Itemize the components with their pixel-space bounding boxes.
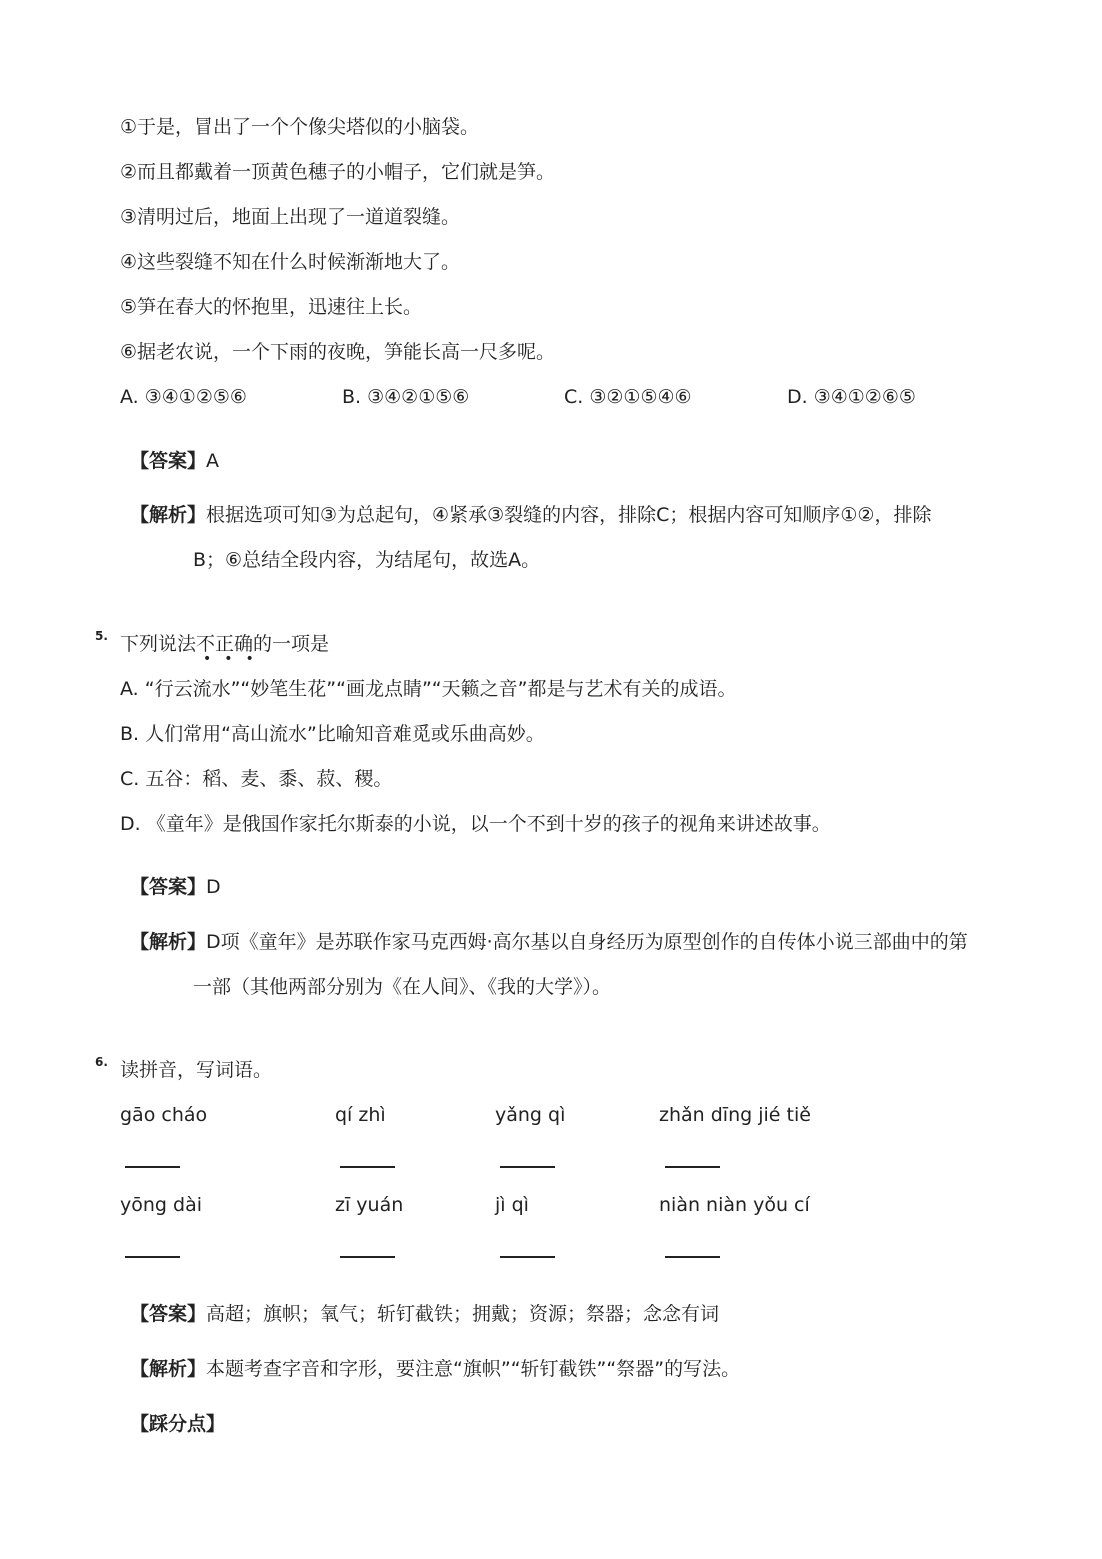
pinyin-7: jì qì: [495, 1194, 529, 1216]
q4-analysis-cont: B；⑥总结全段内容，为结尾句，故选A。: [193, 549, 541, 571]
answer-blank-7[interactable]: [500, 1256, 555, 1258]
q4-sentence-3: ③清明过后，地面上出现了一道道裂缝。: [120, 206, 461, 228]
answer-blank-6[interactable]: [340, 1256, 395, 1258]
analysis-text: 本题考查字音和字形，要注意“旗帜”“斩钉截铁”“祭器”的写法。: [206, 1358, 741, 1380]
q4-sentence-5: ⑤笋在春大的怀抱里，迅速往上长。: [120, 296, 423, 318]
answer-blank-1[interactable]: [125, 1166, 180, 1168]
pinyin-5: yōng dài: [120, 1194, 202, 1216]
answer-value: D: [206, 876, 221, 898]
q4-sentence-2: ②而且都戴着一顶黄色穗子的小帽子，它们就是笋。: [120, 161, 556, 183]
scoring-points-tag: 【踩分点】: [130, 1413, 226, 1435]
analysis-text: D项《童年》是苏联作家马克西姆·高尔基以自身经历为原型创作的自传体小说三部曲中的第: [206, 931, 968, 953]
q4-option-a: A. ③④①②⑤⑥: [120, 386, 247, 408]
analysis-tag: 【解析】: [130, 931, 207, 953]
q4-option-c: C. ③②①⑤④⑥: [564, 386, 692, 408]
q4-analysis: [130, 502, 931, 528]
pinyin-2: qí zhì: [335, 1104, 386, 1126]
pinyin-1: gāo cháo: [120, 1104, 208, 1126]
q6-number: 6.: [95, 1055, 108, 1069]
pinyin-6: zī yuán: [335, 1194, 404, 1216]
answer-blank-2[interactable]: [340, 1166, 395, 1168]
answer-tag: 【答案】: [130, 876, 207, 898]
q4-sentence-4: ④这些裂缝不知在什么时候渐渐地大了。: [120, 251, 461, 273]
q6-analysis: [130, 1356, 740, 1382]
answer-blank-4[interactable]: [665, 1166, 720, 1168]
answer-value: 高超；旗帜；氧气；斩钉截铁；拥戴；资源；祭器；念念有词: [206, 1303, 720, 1325]
q5-number: 5.: [95, 629, 108, 643]
answer-blank-3[interactable]: [500, 1166, 555, 1168]
q4-option-d: D. ③④①②⑥⑤: [787, 386, 916, 408]
q6-answer: [130, 1301, 719, 1327]
q4-sentence-1: ①于是，冒出了一个个像尖塔似的小脑袋。: [120, 116, 480, 138]
q5-option-a: A. “行云流水”“妙笔生花”“画龙点睛”“天籁之音”都是与艺术有关的成语。: [120, 678, 737, 700]
q6-stem: 读拼音，写词语。: [120, 1059, 273, 1081]
q5-option-b: B. 人们常用“高山流水”比喻知音难觅或乐曲高妙。: [120, 723, 545, 745]
emphasis-dots: •••: [203, 651, 267, 667]
answer-blank-8[interactable]: [665, 1256, 720, 1258]
analysis-text: 根据选项可知③为总起句，④紧承③裂缝的内容，排除C；根据内容可知顺序①②，排除: [206, 504, 932, 526]
q4-option-b: B. ③④②①⑤⑥: [342, 386, 470, 408]
q6-scoring-points: [130, 1411, 225, 1437]
q5-analysis: [130, 929, 968, 955]
q4-sentence-6: ⑥据老农说，一个下雨的夜晚，笋能长高一尺多呢。: [120, 341, 556, 363]
q5-answer: [130, 874, 221, 900]
q5-analysis-cont: 一部（其他两部分别为《在人间》、《我的大学》）。: [193, 976, 612, 998]
q5-option-c: C. 五谷：稻、麦、黍、菽、稷。: [120, 768, 393, 790]
answer-tag: 【答案】: [130, 450, 207, 472]
analysis-tag: 【解析】: [130, 1358, 207, 1380]
pinyin-3: yǎng qì: [495, 1104, 566, 1126]
q4-answer: [130, 448, 219, 474]
answer-value: A: [206, 450, 220, 472]
q5-stem: 下列说法不正确的一项是: [120, 633, 330, 655]
q5-option-d: D. 《童年》是俄国作家托尔斯泰的小说，以一个不到十岁的孩子的视角来讲述故事。: [120, 813, 831, 835]
answer-blank-5[interactable]: [125, 1256, 180, 1258]
analysis-tag: 【解析】: [130, 504, 207, 526]
pinyin-8: niàn niàn yǒu cí: [659, 1194, 810, 1216]
pinyin-4: zhǎn dīng jié tiě: [659, 1104, 811, 1126]
answer-tag: 【答案】: [130, 1303, 207, 1325]
